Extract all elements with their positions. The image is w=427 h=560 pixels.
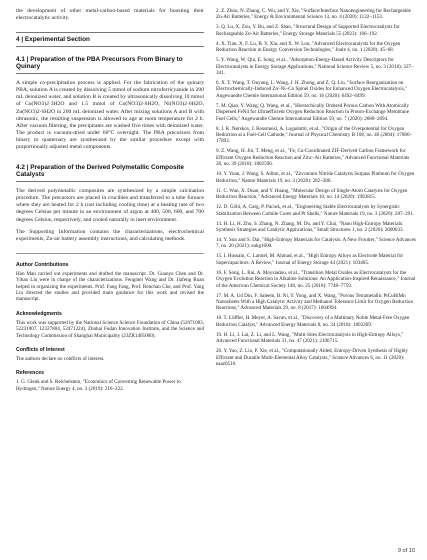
acknowledgments-heading: Acknowledgments <box>16 310 62 317</box>
reference-item: 6. X. T. Wang, T. Ouyang, L. Wang, J. H. Zhong, and Z. Q. Liu, "Surface Reorganization on Electrochemically-Induced Zn–Ni–Co Spinel Oxides for Enhanced Oxygen Electrocatalysis," Angewandte Chemie International Edition 59, no. 16 (2020): 6492–6499. <box>216 80 408 99</box>
reference-item: 3. Q. Lu, X. Zou, Y. Bu, and Z. Shao, "Structural Design of Supported Electrocatalysts for Rechargeable Zn-Air Batteries," Energy Storage Materials 55 (2023): 166–192. <box>216 24 400 37</box>
reference-item: 15. I. Hussain, C. Lamiel, M. Ahmad, et al., "High Entropy Alloys as Electrode Material for Supercapacitors: A Review," Journal of Energy Storage 44 (2021): 103405. <box>216 253 404 266</box>
conflicts-text: The authors declare no conflicts of interest. <box>16 356 105 363</box>
conflicts-heading: Conflicts of Interest <box>16 347 65 354</box>
reference-item: 14. Y. Sun and S. Dai, "High-Entropy Materials for Catalysis: A New Frontier," Science Advances 7, no. 20 (2021): eabg1600. <box>216 236 416 250</box>
subsection-2-heading-wrap <box>16 161 204 182</box>
reference-item: 19. H. Li, J. Lai, Z. Li, and L. Wang, "Multi-Sites Electrocatalysis in High-Entropy Alloys," Advanced Functional Materials 31, no. 47 (2021): 2106715. <box>216 331 404 345</box>
author-contributions-text: Han Man carried out experiments and drafted the manuscript. Dr. Guanyu Chen and Dr. Yihao Liu were in charge of the characterizations. Fengmei Wang and Dr. Jiafeng Ruan helped in organizing the experiments. Prof. Fang Fang, Prof. Renchao Che, and Prof. Yang Liu directed the studies and provided main guidance for this work and revised the manuscript. <box>16 270 204 303</box>
reference-item: 17. M. A. Ud Din, F. Saleem, B. Ni, Y. Yong, and X. Wang, "Porous Tetrametallic PtCuBiMn Nanosheets With a High Catalytic Activity and Methanol Tolerance Limit for Oxygen Reduction Reactions," Advanced Materials 29, no. 8 (2017): 1604994. <box>216 292 414 312</box>
reference-item: 9. Z. Wang, H. Jin, T. Meng, et al., "Fe, Cu-Coordinated ZIF-Derived Carbon Framework for Efficient Oxygen Reduction Reaction and Zinc–Air Batteries," Advanced Functional Materials 28, no. 39 (2018): 1802596. <box>216 148 410 168</box>
intro-paragraph: the development of other metal-carbon-based materials for boosting their electrocatalytic activity. <box>16 8 204 22</box>
back-matter <box>16 253 204 392</box>
reference-item: 13. H. Li, H. Zhu, S. Zhang, N. Zhang, M. Du, and Y. Chai, "Nano High-Entropy Materials: Synthesis Strategies and Catalytic Applications," Small Structures 1, no. 2 (2020): 2000033. <box>216 220 404 233</box>
subsection-1-heading-wrap <box>16 53 204 74</box>
author-contributions-heading: Author Contributions <box>16 261 69 268</box>
section-heading: 4 | Experimental Section <box>16 36 90 44</box>
reference-item: 11. C. Wan, X. Duan, and Y. Huang, "Molecular Design of Single-Atom Catalysts for Oxygen Reduction Reaction," Advanced Energy Materials 10, no. 14 (2020): 1903815. <box>216 187 408 201</box>
page-number: 9 of 10 <box>397 548 415 554</box>
subsection-2-heading: 4.2 | Preparation of the Derived Polymetallic Composite Catalysts <box>16 164 184 179</box>
subsection-1-heading: 4.1 | Preparation of the PBA Precursors From Binary to Quinary <box>16 56 183 71</box>
reference-item: 1. G. Glenk and S. Reichelstein, "Economics of Converting Renewable Power to Hydrogen," Nature Energy 4, no. 3 (2019): 216–222. <box>16 379 181 392</box>
reference-item: 10. Y. Yuan, J. Wang, S. Adimi, et al., "Zirconium Nitride Catalysts Surpass Platinum for Oxygen Reduction," Nature Materials 19, no. 3 (2020): 282–286. <box>216 171 415 184</box>
reference-item: 18. T. Löffler, H. Meyer, A. Savan, et al., "Discovery of a Multinary Noble Metal-Free Oxygen Reduction Catalyst," Advanced Energy Materials 8, no. 34 (2018): 1802269. <box>216 315 410 328</box>
subsection-2-text: The derived polymetallic composites are synthesized by a simple calcination procedure. The precursors are placed in crucibles and transferred to a tube furnace where they are heated for 2 h (not including cooling time) at a heating rate of two degrees Celsius per minute in an environment of argon at 400, 500, 600, and 700 degrees Celsius, respectively, and cooled naturally in inert environment. <box>16 188 204 223</box>
references-heading: References <box>16 370 44 377</box>
reference-item: 12. D. Göhl, A. Garg, P. Paciok, et al., "Engineering Stable Electrocatalysts by Synergistic Stabilization Between Carbide Cores and Pt Shells," Nature Materials 19, no. 3 (2020): 287–291. <box>216 204 415 217</box>
left-column <box>16 8 204 396</box>
reference-item: 16. F. Song, L. Bai, A. Moysiadou, et al., "Transition Metal Oxides as Electrocatalysts for the Oxygen Evolution Reaction in Alkaline Solutions: An Application-Inspired Renaissance," Journal of the American Chemical Society 140, no. 25 (2018): 7748–7759. <box>216 269 416 289</box>
supporting-info-text: The Supporting Information contains the characterizations, electrochemical experiments, Zn-air battery assembly instructions, and calculating methods. <box>16 228 204 242</box>
reference-item: 2. Z. Zhou, N. Zhang, C. Wu, and Y. Xie, "Surface/Interface Nanoengineering for Rechargeable Zn-Air Batteries," Energy & Environmental Science 13, no. 4 (2020): 1132–1153. <box>216 8 411 21</box>
right-column <box>216 8 416 371</box>
reference-item: 5. Y. Wang, W. Qiu, E. Song, et al., "Adsorption-Energy-Based Activity Descriptors for Electrocatalysts in Energy Storage Applications," National Science Review 5, no. 3 (2018): 327–341. <box>216 57 414 77</box>
acknowledgments-text: This work was supported by the National Science Science Foundation of China (52071083, 52231007, 12327804, 52471224), Zhuhai Fudan Innovation Institute, and the Science and Technology Commission of Shanghai Municipality (23ZR1405000). <box>16 319 204 339</box>
reference-item: 4. X. Tian, X. F. Lu, B. Y. Xia, and X. W. Lou, "Advanced Electrocatalysts for the Oxygen Reduction Reaction in Energy Conversion Technologies," Joule 4, no. 1 (2020): 45–68. <box>216 40 401 54</box>
reference-item: 8. J. K. Nørskov, J. Rossmeisl, A. Logadottir, et al., "Origin of the Overpotential for Oxygen Reduction at a Fuel-Cell Cathode," Journal of Physical Chemistry B 108, no. 46 (2004): 17886–17892. <box>216 125 413 145</box>
reference-item: 20. Y. Yao, Z. Liu, P. Xie, et al., "Computationally Aided, Entropy-Driven Synthesis of Highly Efficient and Durable Multi-Elemental Alloy Catalysts," Science Advances 6, no. 11 (2020): eaaz0510. <box>216 348 409 367</box>
subsection-1-text: A simple co-precipitation process is applied. For the fabrication of the quinary PBA, solution A is created by dissolving 5 mmol of sodium nitroferricyanide in 200 mL deionized water, and solution B is created by ultrasonically dissolving 10 mmol of Cu(NO3)2·3H2O and 1.5 mmol of Co(NO3)2·6H2O, Ni(NO3)2·6H2O, Zn(NO3)2·6H2O in 200 mL deionized water. After mixing solutions A and B with ultrasonic, the resulting suspension is allowed to age at room temperature for 2 h. After vacuum filtering, the precipitates are washed five times with deionized water. The product is vacuum-dried under 60°C overnight. The PBA precursors from binary to quaternary are synthesized by the similar procedure except with proportionally adjusted metal components. <box>16 80 204 151</box>
section-heading-wrap <box>16 32 204 47</box>
reference-item: 7. M. Qiao, Y. Wang, Q. Wang, et al., "Hierarchically Ordered Porous Carbon With Atomically Dispersed FeN4 for Ultraefficient Oxygen Reduction Reaction in Proton-Exchange Membrane Fuel Cells," Angewandte Chemie International Edition 59, no. 7 (2020): 2688–2694. <box>216 102 410 122</box>
